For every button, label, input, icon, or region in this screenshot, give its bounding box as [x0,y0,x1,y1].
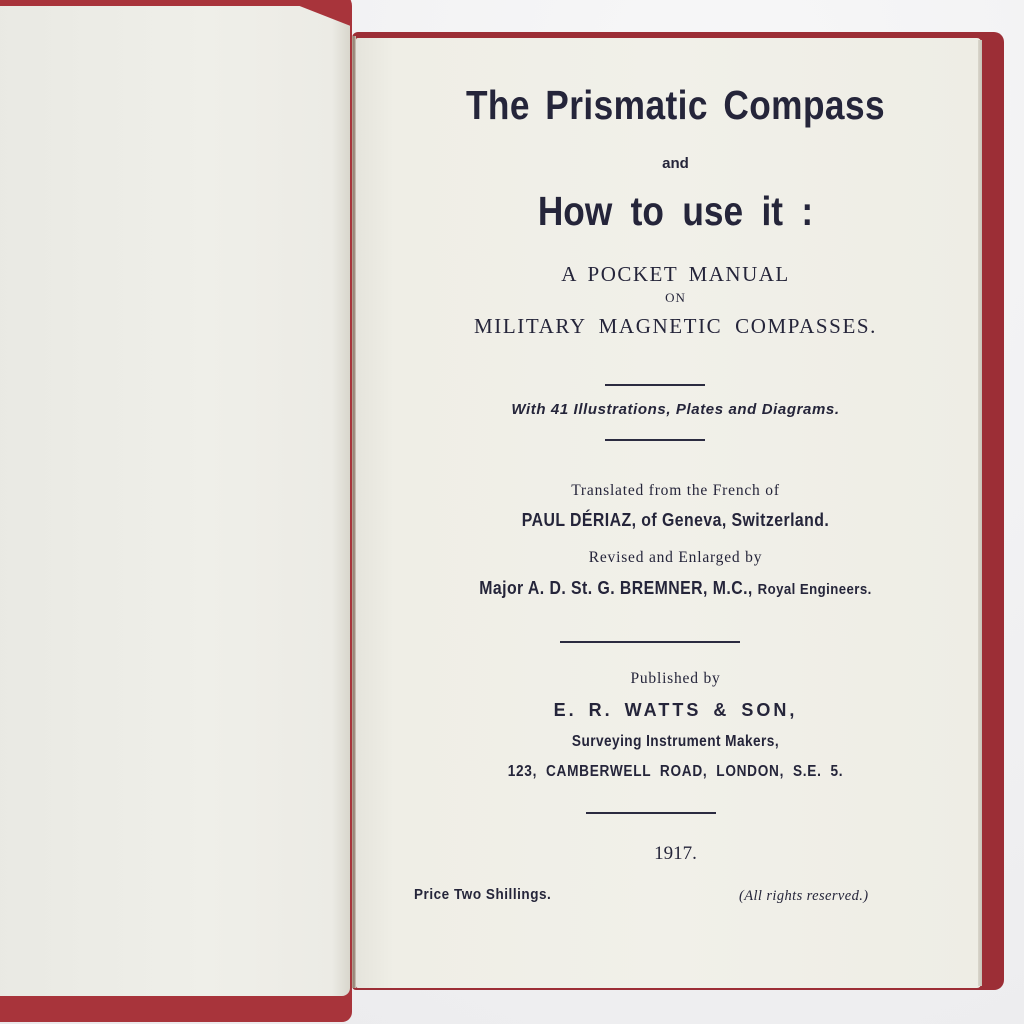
published-label: Published by [630,670,721,687]
reviser-affiliation: Royal Engineers. [757,581,872,598]
revised-label: Revised and Enlarged by [588,549,763,566]
title-line-2: How to use it : [537,188,814,234]
subtitle-on: ON [665,290,686,305]
divider-rule-1 [605,384,705,386]
publisher-description: Surveying Instrument Makers, [571,733,780,750]
title-line-1: The Prismatic Compass [465,82,886,128]
subtitle-line-2: MILITARY MAGNETIC COMPASSES. [473,314,878,338]
page-edge [978,40,982,986]
title-conjunction: and [662,155,689,172]
price-note: Price Two Shillings. [414,886,552,903]
translated-label: Translated from the French of [571,482,780,499]
reviser-name: Major A. D. St. G. BREMNER, M.C., [479,578,753,598]
illustrations-note: With 41 Illustrations, Plates and Diagrams. [511,401,840,418]
divider-rule-2 [605,439,705,441]
left-blank-page [0,6,350,996]
author-name: PAUL DÉRIAZ, of Geneva, Switzerland. [521,510,830,530]
rights-note: (All rights reserved.) [739,888,869,904]
reviser-line [407,578,945,599]
divider-rule-4 [586,812,716,814]
title-page [356,38,981,988]
publisher-name: E. R. WATTS & SON, [553,700,798,720]
subtitle-line-1: A POCKET MANUAL [561,262,790,286]
publisher-address: 123, CAMBERWELL ROAD, LONDON, S.E. 5. [507,763,844,780]
divider-rule-3 [560,641,740,643]
publication-year: 1917. [654,843,697,864]
